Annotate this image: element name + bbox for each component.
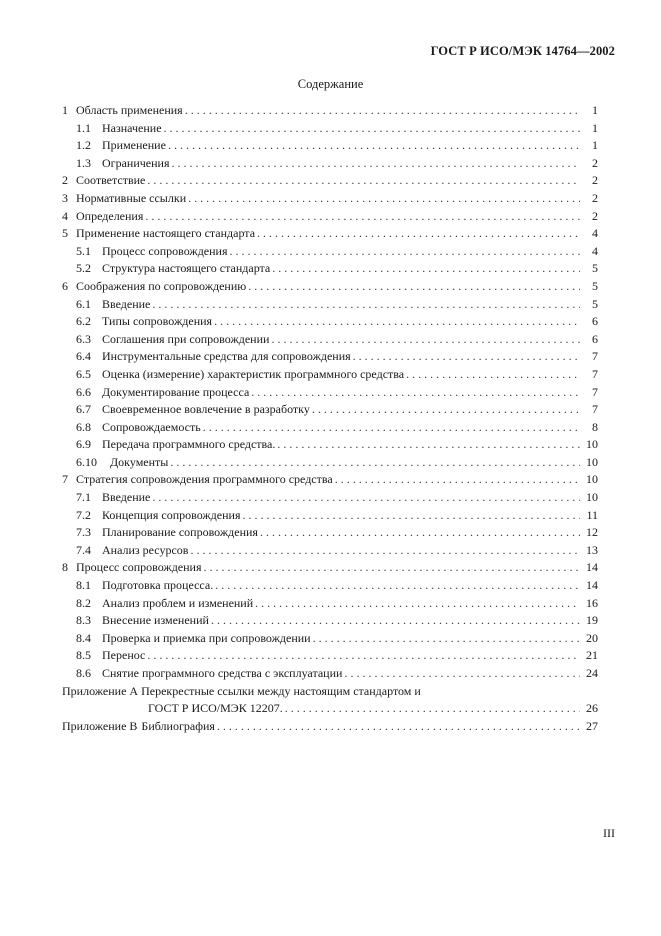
toc-leader-dots: [147, 647, 580, 665]
toc-entry-page: 7: [592, 349, 598, 364]
toc-entry-page: 2: [592, 208, 598, 223]
toc-entry-title: Инструментальные средства для сопровождения: [102, 349, 351, 364]
toc-leader-dots: [215, 577, 580, 595]
toc-entry-page: 4: [592, 226, 598, 241]
toc-entry: [62, 542, 598, 560]
toc-entry-number: 6.5: [76, 366, 91, 381]
toc-leader-dots: [313, 630, 580, 648]
toc-leader-dots: [277, 436, 580, 454]
toc-entry-title: Проверка и приемка при сопровождении: [102, 630, 311, 645]
toc-entry-title: Оценка (измерение) характеристик программного средства: [102, 366, 405, 381]
toc-entry-title: Анализ ресурсов: [102, 542, 189, 557]
toc-entry: [62, 137, 598, 155]
toc-entry-number: 7.2: [76, 507, 91, 522]
toc-appendix-a-title: Приложение А Перекрестные ссылки между настоящим стандартом и: [62, 683, 421, 698]
toc-entry-title: Структура настоящего стандарта: [102, 261, 271, 276]
toc-entry-title: Документы: [110, 454, 169, 469]
toc-leader-dots: [171, 155, 580, 173]
toc-entry-title: Сопровождаемость: [102, 419, 201, 434]
toc-leader-dots: [251, 384, 580, 402]
toc-entry-title: Ограничения: [102, 155, 170, 170]
toc-entry: [62, 155, 598, 173]
toc-entry: [62, 595, 598, 613]
toc-entry-title: Назначение: [102, 120, 162, 135]
toc-entry-page: 7: [592, 366, 598, 381]
toc-entry-number: 1.2: [76, 138, 91, 153]
toc-leader-dots: [188, 190, 580, 208]
toc-leader-dots: [164, 120, 580, 138]
toc-entry-title: Стратегия сопровождения программного средства: [76, 472, 333, 487]
toc-entry-number: 1.3: [76, 155, 91, 170]
toc-leader-dots: [271, 331, 580, 349]
toc-entry: [62, 278, 598, 296]
toc-entry-number: 8.5: [76, 648, 91, 663]
toc-appendix-a-line2: [62, 700, 598, 718]
toc-entry-number: 7.4: [76, 542, 91, 557]
toc-entry-number: 6.6: [76, 384, 91, 399]
toc-entry-number: 5: [62, 226, 68, 241]
toc-entry: [62, 647, 598, 665]
toc-entry: [62, 225, 598, 243]
toc-entry: [62, 296, 598, 314]
toc-entry-number: 6.8: [76, 419, 91, 434]
toc-leader-dots: [406, 366, 580, 384]
toc-entry-title: Введение: [102, 490, 151, 505]
toc-entry-number: 8: [62, 560, 68, 575]
toc-entry-page: 16: [586, 595, 598, 610]
toc-entry: [62, 401, 598, 419]
toc-entry-title: Соображения по сопровождению: [76, 278, 247, 293]
toc-entry-page: 8: [592, 419, 598, 434]
toc-entry-page: 1: [592, 138, 598, 153]
toc-entry-number: 4: [62, 208, 68, 223]
toc-entry-number: 6.9: [76, 437, 91, 452]
toc-entry-title: Введение: [102, 296, 151, 311]
toc-entry: [62, 630, 598, 648]
toc-entry-title: Область применения: [76, 103, 183, 117]
toc-entry-number: 6: [62, 278, 68, 293]
toc-leader-dots: [217, 718, 580, 736]
toc-entry-title: Своевременное вовлечение в разработку: [102, 402, 310, 417]
toc-entry: [62, 507, 598, 525]
toc-entry-page: 20: [586, 630, 598, 645]
toc-entry-title: Применение настоящего стандарта: [76, 226, 256, 241]
document-header: ГОСТ Р ИСО/МЭК 14764—2002: [430, 44, 615, 58]
toc-leader-dots: [312, 401, 580, 419]
toc-entry: [62, 384, 598, 402]
toc-entry-page: 1: [592, 120, 598, 135]
toc-leader-dots: [147, 172, 580, 190]
toc-entry: [62, 559, 598, 577]
toc-leader-dots: [260, 524, 580, 542]
toc-appendix-a-line1: [62, 683, 598, 701]
toc-entry-title: Типы сопровождения: [102, 314, 213, 329]
toc-entry-title: Внесение изменений: [102, 613, 209, 628]
toc-entry-page: 7: [592, 402, 598, 417]
toc-leader-dots: [170, 454, 580, 472]
toc-entry: [62, 366, 598, 384]
toc-entry-title: Снятие программного средства с эксплуатации: [102, 666, 343, 680]
toc-appendix-a-title-cont: ГОСТ Р ИСО/МЭК 12207.: [148, 701, 283, 716]
toc-entry: [62, 243, 598, 261]
toc-leader-dots: [211, 612, 580, 630]
toc-leader-dots: [145, 208, 580, 226]
toc-entry: [62, 612, 598, 630]
toc-entry-number: 1.1: [76, 120, 91, 135]
toc-entry: [62, 102, 598, 120]
toc-entry-title: Определения: [76, 208, 144, 223]
toc-entry-page: 10: [586, 437, 598, 452]
toc-entry-page: 21: [586, 648, 598, 663]
toc-entry-page: 10: [586, 454, 598, 469]
toc-entry: [62, 260, 598, 278]
toc-leader-dots: [203, 419, 580, 437]
toc-entry: [62, 454, 598, 472]
toc-leader-dots: [335, 471, 580, 489]
toc-leader-dots: [344, 665, 580, 683]
toc-entry: [62, 436, 598, 454]
toc-leader-dots: [185, 102, 580, 120]
toc-entry-page: 10: [586, 472, 598, 487]
toc-entry: [62, 208, 598, 226]
toc-entry-title: Передача программного средства.: [102, 437, 276, 452]
toc-entry-page: 24: [586, 666, 598, 680]
toc-entry-number: 5.1: [76, 243, 91, 258]
toc-entries: [62, 102, 598, 683]
toc-leader-dots: [353, 348, 580, 366]
toc-leader-dots: [203, 559, 580, 577]
toc-entry: [62, 577, 598, 595]
toc-entry-title: Соглашения при сопровождении: [102, 331, 270, 346]
toc-entry: [62, 489, 598, 507]
toc-leader-dots: [214, 313, 580, 331]
toc-entry-number: 8.6: [76, 666, 91, 680]
toc-entry-page: 10: [586, 490, 598, 505]
toc-entry-number: 8.1: [76, 578, 91, 593]
toc-entry-number: 6.2: [76, 314, 91, 329]
toc-leader-dots: [152, 296, 580, 314]
toc-appendix-b-num: Приложение В: [62, 718, 138, 733]
toc-entry-page: 12: [586, 525, 598, 540]
toc-entry-page: 6: [592, 314, 598, 329]
toc-leader-dots: [272, 260, 580, 278]
toc-title: Содержание: [297, 77, 364, 91]
toc-entry: [62, 172, 598, 190]
toc-entry-number: 6.10: [76, 454, 97, 469]
toc-leader-dots: [242, 507, 580, 525]
toc-entry-number: 3: [62, 190, 68, 205]
toc-leader-dots: [257, 225, 580, 243]
toc-entry-number: 7.3: [76, 525, 91, 540]
toc-entry-title: Подготовка процесса.: [102, 578, 214, 593]
toc-leader-dots: [168, 137, 580, 155]
toc-leader-dots: [152, 489, 580, 507]
toc-leader-dots: [255, 595, 580, 613]
toc-leader-dots: [190, 542, 580, 560]
table-of-contents: [62, 102, 598, 735]
toc-entry-page: 2: [592, 190, 598, 205]
toc-entry-number: 6.7: [76, 402, 91, 417]
toc-entry-title: Концепция сопровождения: [102, 507, 241, 522]
toc-entry-page: 5: [592, 278, 598, 293]
toc-leader-dots: [229, 243, 580, 261]
toc-entry: [62, 665, 598, 683]
toc-entry: [62, 419, 598, 437]
toc-entry: [62, 331, 598, 349]
toc-entry-page: 5: [592, 296, 598, 311]
toc-entry-number: 8.2: [76, 595, 91, 610]
toc-entry-page: 19: [586, 613, 598, 628]
toc-appendix-b: [62, 718, 598, 736]
toc-entry: [62, 524, 598, 542]
toc-entry-page: 4: [592, 243, 598, 258]
toc-entry-number: 6.3: [76, 331, 91, 346]
toc-leader-dots: [248, 278, 580, 296]
toc-entry-page: 14: [586, 578, 598, 593]
toc-entry-number: 8.4: [76, 630, 91, 645]
toc-entry-page: 2: [592, 155, 598, 170]
toc-leader-dots: [285, 700, 580, 718]
toc-appendix-b-title: Библиография: [141, 718, 215, 733]
toc-entry: [62, 313, 598, 331]
page-number: III: [603, 826, 615, 840]
toc-entry-page: 6: [592, 331, 598, 346]
toc-entry-page: 7: [592, 384, 598, 399]
toc-entry-page: 1: [592, 103, 598, 117]
toc-entry-page: 5: [592, 261, 598, 276]
toc-entry-title: Планирование сопровождения: [102, 525, 258, 540]
toc-entry-title: Документирование процесса: [102, 384, 250, 399]
toc-entry-page: 14: [586, 560, 598, 575]
toc-entry-title: Анализ проблем и изменений: [102, 595, 254, 610]
toc-entry-number: 6.4: [76, 349, 91, 364]
toc-entry-title: Перенос: [102, 648, 146, 663]
toc-entry-number: 2: [62, 173, 68, 188]
toc-entry: [62, 471, 598, 489]
toc-appendix-b-page: 27: [586, 718, 598, 733]
toc-entry-number: 7: [62, 472, 68, 487]
toc-entry-number: 5.2: [76, 261, 91, 276]
toc-entry: [62, 348, 598, 366]
toc-entry-title: Нормативные ссылки: [76, 190, 187, 205]
toc-appendix-a-page: 26: [586, 701, 598, 716]
toc-entry-page: 2: [592, 173, 598, 188]
toc-entry-title: Процесс сопровождения: [76, 560, 202, 575]
toc-entry-title: Процесс сопровождения: [102, 243, 228, 258]
toc-entry-title: Применение: [102, 138, 166, 153]
toc-entry-number: 1: [62, 103, 68, 117]
toc-entry-number: 6.1: [76, 296, 91, 311]
toc-entry-page: 11: [586, 507, 598, 522]
toc-entry: [62, 190, 598, 208]
toc-entry: [62, 120, 598, 138]
toc-entry-title: Соответствие: [76, 173, 146, 188]
toc-entry-number: 7.1: [76, 490, 91, 505]
toc-entry-page: 13: [586, 542, 598, 557]
toc-entry-number: 8.3: [76, 613, 91, 628]
